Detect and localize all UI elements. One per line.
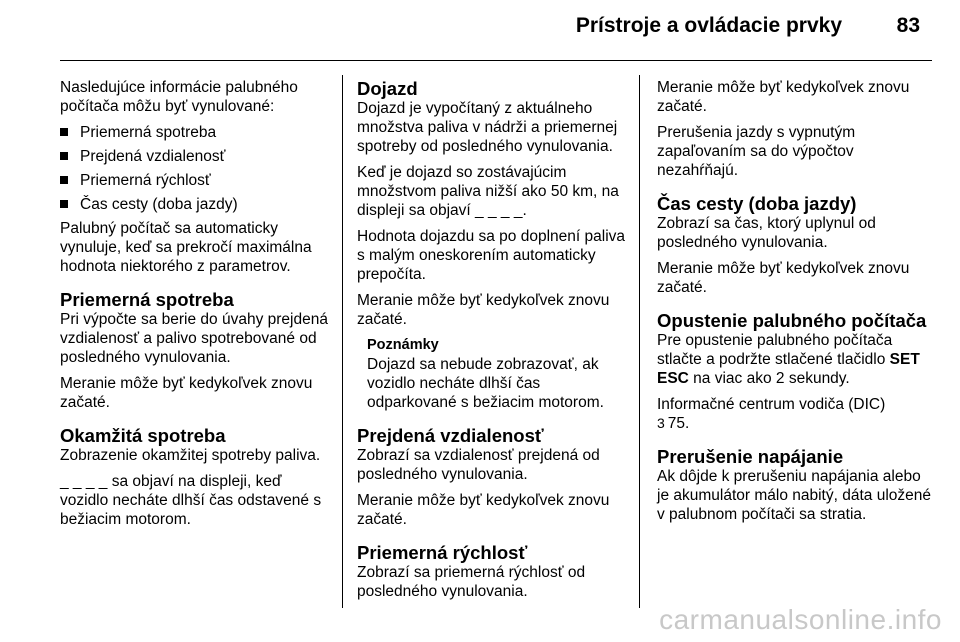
column-divider-1: [342, 75, 343, 608]
heading-trip-time: Čas cesty (doba jazdy): [657, 193, 857, 214]
list-item: Priemerná rýchlosť: [60, 171, 332, 190]
range-reset: Meranie môže byť kedykoľvek znovu začaté.: [357, 292, 610, 328]
avg-consumption-reset: Meranie môže byť kedykoľvek znovu začaté.: [60, 375, 313, 411]
distance-reset: Meranie môže byť kedykoľvek znovu začaté.: [357, 492, 610, 528]
distance-text: Zobrazí sa vzdialenosť prejdená od posledného vynulovania.: [357, 447, 600, 483]
note-box: [357, 336, 627, 412]
page-title: Prístroje a ovládacie prvky: [575, 14, 842, 37]
heading-power: Prerušenie napájanie: [657, 446, 844, 467]
square-bullet-icon: [60, 128, 68, 136]
intro-text: Nasledujúce informácie palubného počítača môžu byť vynulované:: [60, 79, 298, 115]
instant-consumption-text: Zobrazenie okamžitej spotreby paliva.: [60, 447, 321, 464]
range-refuel-text: Hodnota dojazdu sa po doplnení paliva s malým oneskorením automaticky prepočíta.: [357, 228, 626, 283]
list-item: Čas cesty (doba jazdy): [60, 195, 332, 214]
square-bullet-icon: [60, 152, 68, 160]
speed-interrupt-text: Prerušenia jazdy s vypnutým zapaľovaním sa do výpočtov nezahŕňajú.: [657, 124, 856, 179]
set-esc-key: SET ESC: [657, 351, 920, 387]
range-low-text: Keď je dojazd so zostávajúcim množstvom paliva nižší ako 50 km, na displeji sa objaví _ _ _ _.: [357, 164, 619, 219]
avg-consumption-text: Pri výpočte sa berie do úvahy prejdená vzdialenosť a palivo spotrebované od posledného vynulovania.: [60, 311, 328, 366]
avg-speed-text: Zobrazí sa priemerná rýchlosť od posledného vynulovania.: [357, 564, 586, 600]
heading-instant-consumption: Okamžitá spotreba: [60, 425, 226, 446]
square-bullet-icon: [60, 200, 68, 208]
power-text: Ak dôjde k prerušeniu napájania alebo je akumulátor málo nabitý, dáta uložené v palubnom počítači sa stratia.: [657, 468, 931, 523]
header-rule: [60, 60, 932, 61]
instant-consumption-idle: _ _ _ _ sa objaví na displeji, keď vozidlo necháte dlhší čas odstavené s bežiacim motorom.: [60, 473, 322, 528]
square-bullet-icon: [60, 176, 68, 184]
trip-time-text: Zobrazí sa čas, ktorý uplynul od posledného vynulovania.: [657, 215, 876, 251]
list-item: Prejdená vzdialenosť: [60, 147, 332, 166]
page-header: [60, 0, 932, 56]
note-text: Dojazd sa nebude zobrazovať, ak vozidlo necháte dlhší čas odparkované s bežiacim motorom.: [367, 356, 604, 411]
heading-avg-speed: Priemerná rýchlosť: [357, 542, 528, 563]
column-divider-2: [639, 75, 640, 608]
reset-list: [60, 123, 332, 214]
column-1: [60, 78, 332, 536]
page-reference-arrow-icon: 3: [657, 415, 665, 431]
page-reference-link[interactable]: 75.: [667, 415, 690, 432]
watermark: carmanualsonline.info: [659, 604, 942, 635]
page-number: 83: [896, 14, 920, 37]
trip-time-reset: Meranie môže byť kedykoľvek znovu začaté.: [657, 260, 910, 296]
heading-avg-consumption: Priemerná spotreba: [60, 289, 234, 310]
heading-exit: Opustenie palubného počítača: [657, 310, 927, 331]
note-title: Poznámky: [367, 337, 439, 353]
column-3: [657, 78, 932, 531]
dic-reference: Informačné centrum vodiča (DIC) 3 75.: [657, 396, 886, 432]
column-2: [357, 78, 627, 608]
auto-reset-text: Palubný počítač sa automaticky vynuluje, keď sa prekročí maximálna hodnota niektorého z parametrov.: [60, 220, 312, 275]
exit-text: Pre opustenie palubného počítača stlačte a podržte stlačené tlačidlo SET ESC na viac ako 2 sekundy.: [657, 332, 920, 387]
speed-reset: Meranie môže byť kedykoľvek znovu začaté.: [657, 79, 910, 115]
range-text: Dojazd je vypočítaný z aktuálneho množstva paliva v nádrži a priemernej spotreby od posledného vynulovania.: [357, 100, 618, 155]
heading-range: Dojazd: [357, 78, 418, 99]
heading-distance: Prejdená vzdialenosť: [357, 425, 544, 446]
list-item: Priemerná spotreba: [60, 123, 332, 142]
